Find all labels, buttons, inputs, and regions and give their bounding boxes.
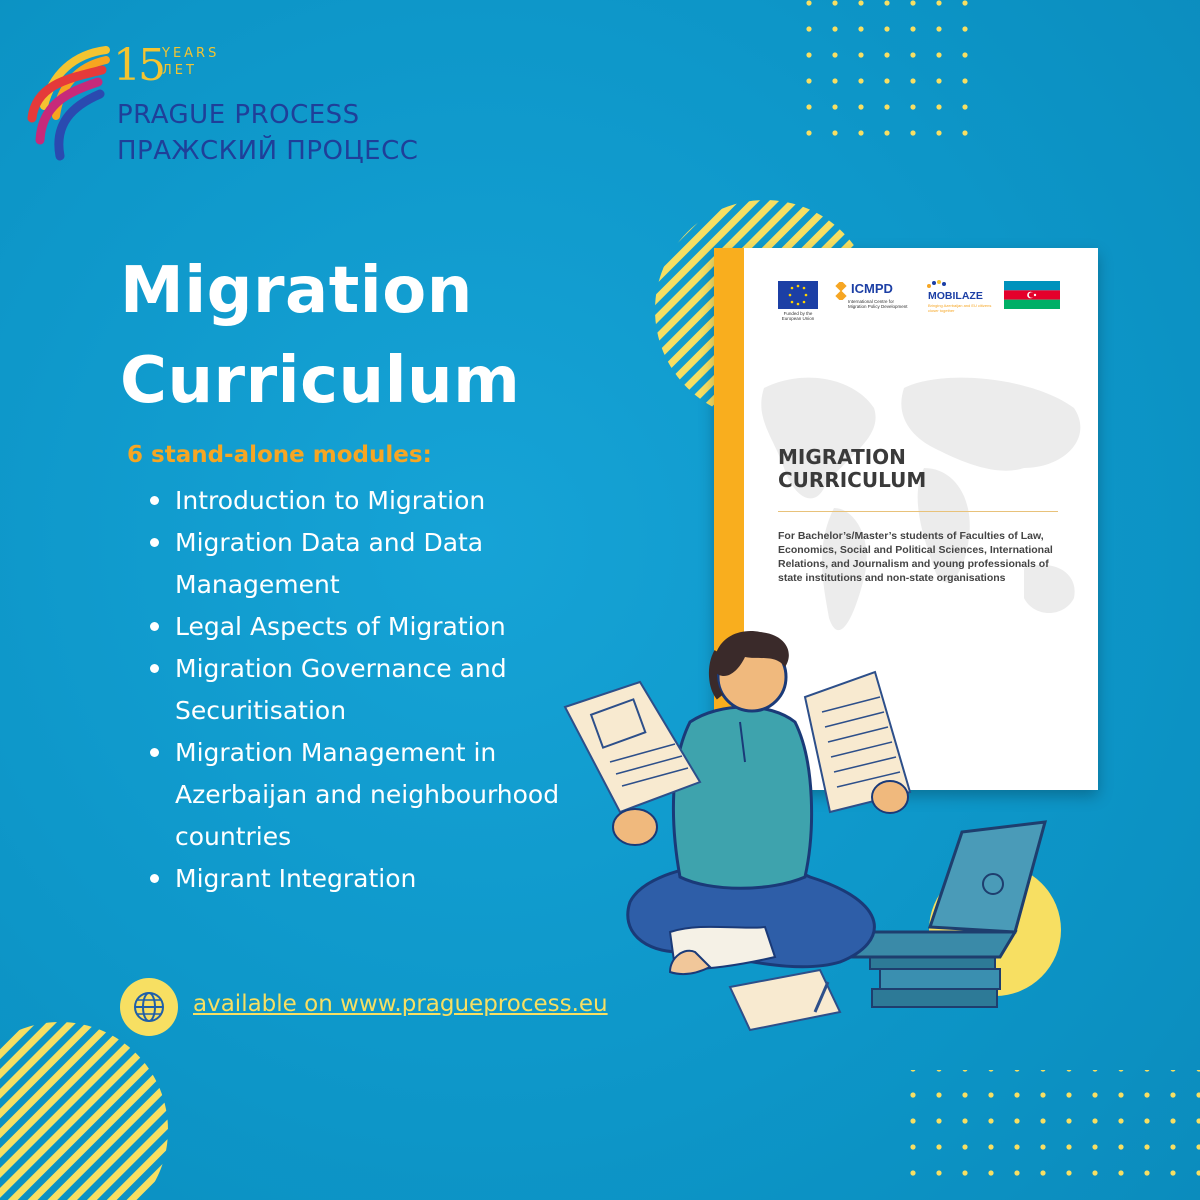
- module-item: Migrant Integration: [148, 858, 568, 900]
- website-link[interactable]: available on www.pragueprocess.eu: [193, 991, 608, 1017]
- azerbaijan-flag-icon: [1004, 281, 1060, 309]
- globe-icon: [120, 978, 178, 1036]
- logo-name-en: PRAGUE PROCESS: [117, 100, 360, 130]
- document-title-line-1: MIGRATION: [778, 445, 906, 469]
- logo-years-number: 15: [113, 40, 163, 91]
- prague-process-logo-icon: [26, 44, 118, 164]
- eu-flag-icon: [778, 281, 818, 309]
- module-item: Introduction to Migration: [148, 480, 568, 522]
- bottom-right-dot-grid: [906, 1070, 1200, 1192]
- student-reading-illustration: [560, 612, 1060, 1032]
- page-title-line-2: Curriculum: [120, 344, 521, 418]
- modules-heading: 6 stand-alone modules:: [127, 442, 432, 468]
- module-item: Migration Data and Data Management: [148, 522, 568, 606]
- module-item: Migration Management in Azerbaijan and neighbourhood countries: [148, 732, 568, 858]
- page-title-line-1: Migration: [120, 254, 473, 328]
- document-title: [778, 446, 1058, 492]
- top-right-dot-grid: [802, 0, 988, 146]
- logo-years-ru: ЛЕТ: [162, 63, 197, 78]
- module-item: Legal Aspects of Migration: [148, 606, 568, 648]
- document-subtitle: For Bachelor’s/Master’s students of Faculties of Law, Economics, Social and Political Sciences, International Relations, and Journalism and young professionals of state institutions and non-state organisations: [778, 530, 1053, 584]
- floor-paper-icon: [730, 970, 840, 1030]
- logo-name-ru: ПРАЖСКИЙ ПРОЦЕСС: [117, 136, 419, 166]
- module-item: Migration Governance and Securitisation: [148, 648, 568, 732]
- mobilaze-dots-icon: [926, 278, 948, 290]
- mobilaze-wordmark: MOBILAZE: [928, 290, 983, 302]
- mobilaze-caption: Bringing Azerbaijan and EU citizens closer together: [928, 303, 992, 313]
- eu-caption: Funded by the European Union: [781, 311, 815, 321]
- icmpd-wordmark: ICMPD: [851, 281, 893, 296]
- document-divider: [778, 511, 1058, 512]
- icmpd-logo-icon: [832, 282, 850, 300]
- bottom-left-striped-circle: [0, 1022, 168, 1200]
- document-title-line-2: CURRICULUM: [778, 468, 927, 492]
- icmpd-caption: International Centre for Migration Policy Development: [848, 299, 908, 309]
- modules-list: [148, 480, 568, 900]
- logo-years-word: YEARS: [162, 46, 220, 61]
